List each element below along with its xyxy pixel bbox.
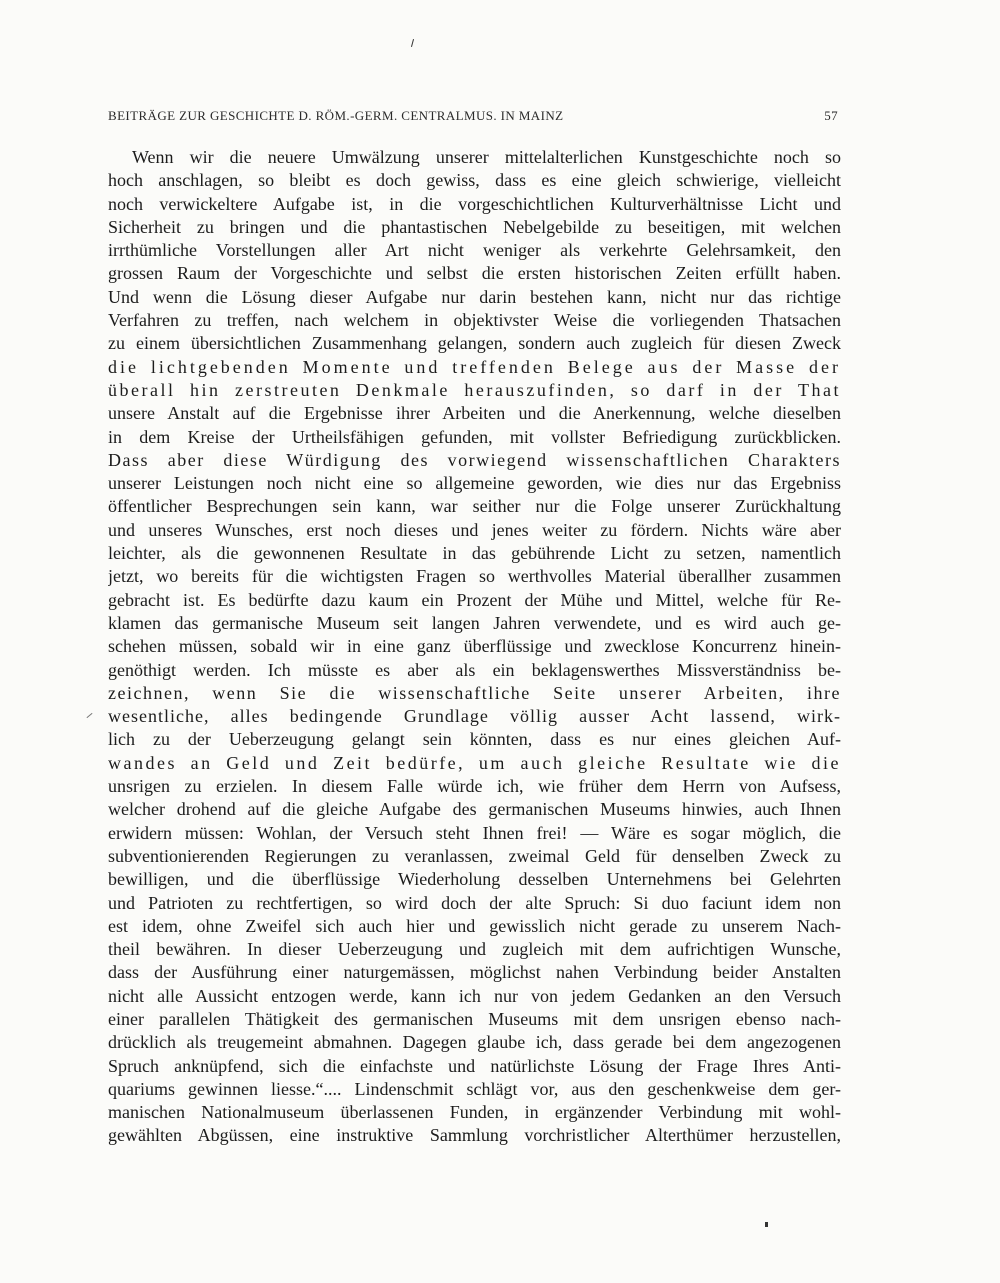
running-title: BEITRÄGE ZUR GESCHICHTE D. RÖM.-GERM. CENTRALMUS. IN MAINZ (108, 108, 564, 123)
text-line: Sicherheit zu bringen und die phantastischen Nebelgebilde zu beseitigen, mit welchen (108, 216, 841, 237)
stray-mark-margin (86, 713, 92, 718)
text-line: manischen Nationalmuseum überlassenen Funden, in ergänzender Verbindung mit wohl- (108, 1102, 841, 1123)
text-line: und Patrioten zu rechtfertigen, so wird doch der alte Spruch: Si duo faciunt idem non (108, 892, 841, 913)
text-line: erwidern müssen: Wohlan, der Versuch steht Ihnen frei! — Wäre es sogar möglich, die (108, 822, 841, 843)
text-line: irrthümliche Vorstellungen aller Art nicht weniger als verkehrte Gelehrsamkeit, den (108, 240, 841, 261)
text-line: leichter, als die gewonnenen Resultate in das gebührende Licht zu setzen, namentlich (108, 543, 841, 564)
text-line: quariums gewinnen liesse.“.... Lindenschmit schlägt vor, aus den geschenkweise dem ger- (108, 1078, 841, 1099)
page-number: 57 (824, 108, 838, 123)
text-line: est idem, ohne Zweifel sich auch hier und gewisslich nicht gerade zu unserem Nach- (108, 915, 841, 936)
text-line: einer parallelen Thätigkeit des germanischen Museums mit dem unsrigen ebenso nach- (108, 1008, 841, 1029)
text-line: grossen Raum der Vorgeschichte und selbst die ersten historischen Zeiten erfüllt haben. (108, 263, 841, 284)
text-line: unsrigen zu erzielen. In diesem Falle würde ich, wie früher dem Herrn von Aufsess, (108, 776, 841, 797)
text-line: und unseres Wunsches, erst noch dieses und jenes weiter zu fördern. Nichts wäre aber (108, 519, 841, 540)
text-line: nicht alle Aussicht entzogen werde, kann ich nur von jedem Gedanken an den Versuch (108, 985, 841, 1006)
text-line: dass der Ausführung einer naturgemässen, möglichst nahen Verbindung beider Anstalten (108, 962, 841, 983)
text-line: Wenn wir die neuere Umwälzung unserer mittelalterlichen Kunstgeschichte noch so (132, 147, 841, 167)
stray-mark-top (411, 39, 414, 47)
text-line: zu einem übersichtlichen Zusammenhang gelangen, sondern auch zugleich für diesen Zweck (108, 333, 841, 354)
text-line: öffentlicher Besprechungen sein kann, war seither nur die Folge unserer Zurückhaltung (108, 496, 841, 517)
running-header (108, 108, 838, 126)
text-line: die lichtgebenden Momente und treffenden Belege aus der Masse der (108, 356, 841, 377)
text-line: zeichnen, wenn Sie die wissenschaftliche Seite unserer Arbeiten, ihre (108, 682, 841, 703)
text-line: noch verwickeltere Aufgabe ist, in die vorgeschichtlichen Kulturverhältnisse Licht und (108, 193, 841, 214)
text-line: hoch anschlagen, so bleibt es doch gewiss, dass es eine gleich schwierige, vielleicht (108, 170, 841, 191)
text-line: genöthigt werden. Ich müsste es aber als ein beklagenswerthes Missverständniss be- (108, 659, 841, 680)
text-line: Verfahren zu treffen, nach welchem in objektivster Weise die vorliegenden Thatsachen (108, 310, 841, 331)
stray-mark-bottom (765, 1222, 768, 1227)
body-text (108, 146, 841, 1148)
text-line: jetzt, wo bereits für die wichtigsten Fragen so werthvolles Material überallher zusammen (108, 566, 841, 587)
text-line: überall hin zerstreuten Denkmale herauszufinden, so darf in der That (108, 379, 841, 400)
text-line: lich zu der Ueberzeugung gelangt sein könnten, dass es nur eines gleichen Auf- (108, 729, 841, 750)
text-line: unsere Anstalt auf die Ergebnisse ihrer Arbeiten und die Anerkennung, welche dieselben (108, 403, 841, 424)
text-line: wesentliche, alles bedingende Grundlage völlig ausser Acht lassend, wirk- (108, 706, 841, 727)
text-line: bewilligen, und die überflüssige Wiederholung desselben Unternehmens bei Gelehrten (108, 869, 841, 890)
text-line: subventionierenden Regierungen zu veranlassen, zweimal Geld für denselben Zweck zu (108, 845, 841, 866)
text-line: in dem Kreise der Urtheilsfähigen gefunden, mit vollster Befriedigung zurückblicken. (108, 426, 841, 447)
text-line: klamen das germanische Museum seit langen Jahren verwendete, und es wird auch ge- (108, 612, 841, 633)
text-line: gewählten Abgüssen, eine instruktive Sammlung vorchristlicher Alterthümer herzustellen, (108, 1125, 841, 1146)
text-line: unserer Leistungen noch nicht eine so allgemeine geworden, wie dies nur das Ergebniss (108, 473, 841, 494)
text-line: theil bewähren. In dieser Ueberzeugung und zugleich mit dem aufrichtigen Wunsche, (108, 939, 841, 960)
text-line: Dass aber diese Würdigung des vorwiegend wissenschaftlichen Charakters (108, 449, 841, 470)
text-line: drücklich als treugemeint abmahnen. Dagegen glaube ich, dass gerade bei dem angezogenen (108, 1032, 841, 1053)
text-line: welcher drohend auf die gleiche Aufgabe des germanischen Museums hinwies, auch Ihnen (108, 799, 841, 820)
text-line: Spruch anknüpfend, sich die einfachste und natürlichste Lösung der Frage Ihres Anti- (108, 1055, 841, 1076)
text-line: schehen müssen, sobald wir in eine ganz überflüssige und zwecklose Koncurrenz hinein- (108, 636, 841, 657)
text-line: Und wenn die Lösung dieser Aufgabe nur darin bestehen kann, nicht nur das richtige (108, 286, 841, 307)
text-line: gebracht ist. Es bedürfte dazu kaum ein Prozent der Mühe und Mittel, welche für Re- (108, 589, 841, 610)
text-line: wandes an Geld und Zeit bedürfe, um auch gleiche Resultate wie die (108, 752, 841, 773)
